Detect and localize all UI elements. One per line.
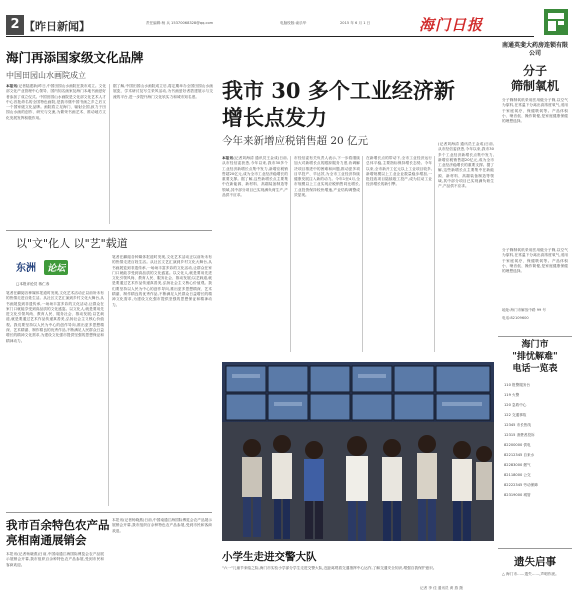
photo-caption-title: 小学生走进交警大队 [222,551,317,563]
divider-rule [498,548,572,549]
photo-credit: 记者 李 佳 通讯员 黄 燕 摄 [420,586,463,590]
ad-body-continued: 分子筛制氧机采用医用级分子筛,以空气为原料,在常温下分离出高浓度氧气,适用于家庭氧疗、保健吸氧等。产品体积小、噪音低、操作简便,是家庭健康保健的理想选择。 [502,248,568,274]
main-headline: 我市 30 多个工业经济新增长点发力 [222,78,455,130]
notice-title: 遗失启事 [514,556,556,568]
story3-body-continued: 本报讯(记者杨晓燕)日前,中国南通江海国际博览会农产品展示展销会开幕,我市组织百余种特色农产品参展,受到市民和客商欢迎。 [112,518,212,533]
story2-body: 笔者在翻阅各种媒体报道时发现,文化艺术活动正以前所未有的热情走进百姓生活。从社区文艺汇演到乡村文化大舞台,从书画展览到非遗传承,一场场丰富多彩的文化活动,让群众在家门口就能享受到高品质的文化盛宴。以文化人,就是要用先进文化引领风尚、教育人民、服务社会、推动发展;以艺载道,就是要通过艺术作品传递真善美,弘扬社会主义核心价值观。我们要坚持以人民为中心的创作导向,推出更多思想精深、艺术精湛、制作精良的优秀作品,不断满足人民群众日益增长的精神文化需求,为建设文化强市提供坚强的思想保证和精神动力。 [6,291,104,343]
column-divider [290,156,291,352]
main-body-col4: (记者刘海清 通讯员王金成)日前,从市经信委获悉,今年以来,我市30多个工业经济新增长点集中发力,新增应税销售超20亿元,成为全市工业经济稳增长的重要支撑。据了解,这些新增长点主要集中在新能源、新材料、高端装备制造等领域,其中部分项目已实现满负荷生产,产品供不应求。 [438,142,494,189]
masthead-logo-icon [543,8,569,36]
column-label-forum: 论坛 [44,260,68,275]
ad-product-line2: 筛制氧机 [510,79,559,93]
hotline-title-line3: 电话一览表 [512,364,558,374]
column-divider [109,84,110,224]
ad-company: 南通英斐大药房连锁有限公司 [501,42,568,57]
main-body-col1: 本报讯(记者刘海清 通讯员王金成)日前,从市经信委获悉,今年以来,我市30多个工业经济新增长点集中发力,新增应税销售超20亿元,成为全市工业经济稳增长的重要支撑。据了解,这些新增长点主要集中在新能源、新材料、高端装备制造等领域,其中部分项目已实现满负荷生产,产品供不应求。 [222,156,288,198]
news-photo [222,362,494,541]
column-label: 东洲 [16,263,36,274]
hotline-entry: 12345 市长热线 [504,423,531,427]
column-divider [108,291,109,506]
story2-body-continued: 笔者在翻阅各种媒体报道时发现,文化艺术活动正以前所未有的热情走进百姓生活。从社区文艺汇演到乡村文化大舞台,从书画展览到非遗传承,一场场丰富多彩的文化活动,让群众在家门口就能享受到高品质的文化盛宴。以文化人,就是要用先进文化引领风尚、教育人民、服务社会、推动发展;以艺载道,就是要通过艺术作品传递真善美,弘扬社会主义核心价值观。我们要坚持以人民为中心的创作导向,推出更多思想精深、艺术精湛、制作精良的优秀作品,不断满足人民群众日益增长的精神文化需求,为建设文化强市提供坚强的思想保证和精神动力。 [112,255,212,307]
hotline-entry: 82118000 公交 [504,473,531,477]
issue-date: 2015 年 6 月 1 日 [340,21,371,25]
main-byline: 本报讯 [222,156,234,160]
header-rule [6,36,534,37]
hotline-entry: 122 交通事故 [504,413,527,417]
story1-byline: 本报讯 [6,84,18,88]
column-label-badge [16,256,106,276]
hotline-entry: 119 火警 [504,393,520,397]
ad-body: 分子筛制氧机采用医用级分子筛,以空气为原料,在常温下分离出高浓度氧气,适用于家庭氧疗、保健吸氧等。产品体积小、噪音低、操作简便,是家庭健康保健的理想选择。 [502,98,568,124]
masthead: 海门日报 [419,16,484,34]
editor-credit: 责任编辑:杨 兵 15370068328@qq.com [146,21,214,25]
hotline-entry: 82283000 燃气 [504,463,531,467]
main-body-col2: 市经信委有关负责人表示,下一步将继续加大对新增长点的跟踪服务力度,协调解决项目推进中的困难和问题,推动更多项目早投产、早达效,为全市工业经济持续健康发展注入新的动力。今年1至4月,全市规模以上工业实现应税销售同比增长,工业投资保持较快增速,产业结构调整成效显现。 [294,156,360,198]
main-body-col3: 在新增长点的带动下,全市工业经济运行总体平稳,主要指标保持增长态势。今年以来,全市新开工亿元以上工业项目较多,新增规模以上工业企业数量稳步增加,一批技改项目陆续竣工投产,成为拉动工业经济增长的新引擎。 [366,156,432,187]
hotline-entry: 82200000 供电 [504,443,531,447]
hotline-title [498,339,572,375]
story3-body: 本报讯(记者杨晓燕)日前,中国南通江海国际博览会农产品展示展销会开幕,我市组织百余种特色农产品参展,受到市民和客商欢迎。 [6,552,104,567]
hotline-title-line2: "排忧解难" [512,352,558,362]
story1-body: 本报讯(记者陆建新)昨日,中国田园山水画院在我市成立。文化部文化产业管理中心领导、国内知名画家及海门本地书画爱好者参加了成立仪式。中国田园山水画院是文化部文化艺术人才中心首批命名的全国特色画院,是我市继中国书画之乡之后又一个国家级文化品牌。画院将立足海门、辐射全国,致力于田园山水画的创作、研究与交流,为繁荣书画艺术、推动地方文化发展发挥积极作用。 [6,84,106,120]
story1-subtitle: 中国田园山水画院成立 [6,71,86,80]
story3-title: 我市百余特色农产品亮相南通展销会 [6,518,110,547]
section-label: 【昨日新闻】 [24,20,90,33]
hotline-entry: 82212345 自来水 [504,453,535,457]
story2-title: 以"文"化人 以"艺"载道 [16,237,128,250]
divider-rule [498,336,572,337]
column-divider [362,156,363,352]
layout-credit: 电脑校版:俞乐华 [280,21,307,25]
notice-body: △ 海门市……遗失……,声明作废。 [502,572,559,576]
page-number-badge: 2 [6,15,24,35]
column-divider [434,156,435,352]
hotline-entry: 110 报警服务台 [504,383,530,387]
story1-title: 海门再添国家级文化品牌 [6,50,144,65]
main-subheadline: 今年来新增应税销售超 20 亿元 [222,135,369,147]
photo-caption-text: "六一"儿童节来临之际,海门市实验小学部分学生走进交警大队,近距离观看交通指挥中心运作,了解交通安全知识,增强自我保护意识。 [222,566,437,570]
divider-rule [6,230,212,231]
hotline-list [504,380,570,500]
hotline-title-line1: 海门市 [521,340,549,350]
ad-product-line1: 分子 [522,64,547,78]
story-culture-brand [6,48,212,81]
ad-phone: 电话:82109600 [502,316,529,320]
hotline-entry: 82319000 城管 [504,493,531,497]
story2-byline: □本报评论员 蒋仁寿 [16,282,50,286]
page-header [0,0,575,46]
hotline-entry: 12315 消费者投诉 [504,433,535,437]
hotline-entry: 82222345 劳动保障 [504,483,538,487]
hotline-entry: 120 急救中心 [504,403,527,407]
ad-address: 地址:海门市解放中路 99 号 [502,308,547,312]
story1-body-continued: 据了解,中国田园山水画院成立后,将定期举办全国田园山水画展览、学术研讨及写生采风活动,为书画爱好者搭建展示与交流的平台,进一步提升海门文化软实力和城市知名度。 [113,84,213,99]
divider-rule [6,512,212,513]
